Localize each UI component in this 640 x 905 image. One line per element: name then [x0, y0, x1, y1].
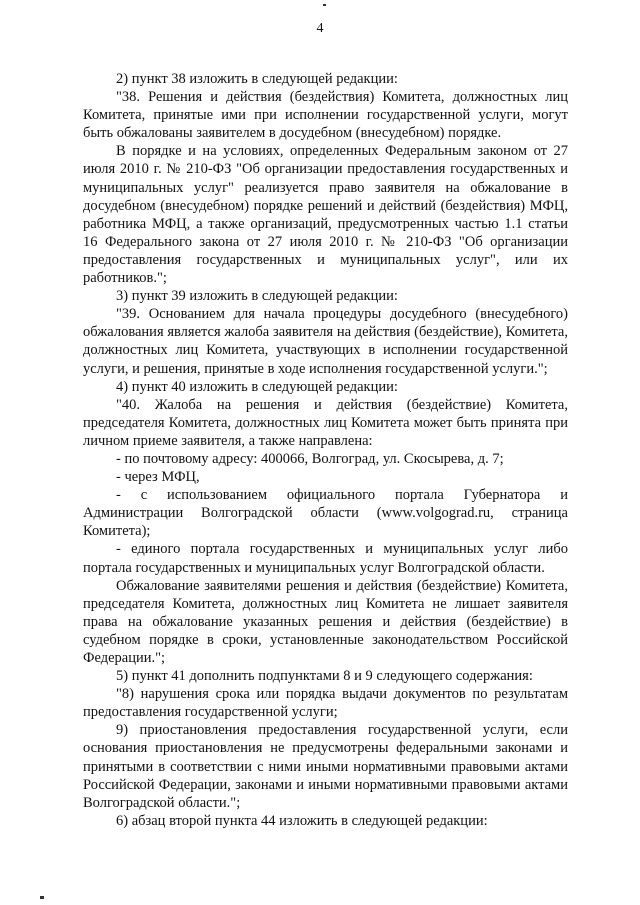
- scan-speck: [40, 896, 44, 899]
- paragraph-subpoint-9: 9) приостановления предоставления государственной услуги, если основания приостановления не предусмотрены федеральными законами и принятыми в соответствии с ними иными нормативными правовыми актами Российской Федерации, законами и иными нормативными правовыми актами Волгоградской области.";: [83, 722, 568, 811]
- list-item-postal-address: - по почтовому адресу: 400066, Волгоград, ул. Скосырева, д. 7;: [116, 450, 504, 467]
- paragraph-appeal-rights: Обжалование заявителями решения и действия (бездействие) Комитета, председателя Комитета, должностных лиц Комитета не лишает заявителя права на обжалование указанных решения и действия (бездействие) в судебном порядке в сроки, установленные законодательством Российской Федерации.";: [83, 577, 568, 666]
- paragraph-item-5: 5) пункт 41 дополнить подпунктами 8 и 9 следующего содержания:: [116, 668, 533, 685]
- list-item-mfc: - через МФЦ,: [116, 469, 200, 486]
- list-item-official-portal: - с использованием официального портала Губернатора и Администрации Волгоградской области (www.volgograd.ru, страница Комитета);: [83, 487, 568, 540]
- paragraph-point-38: "38. Решения и действия (бездействия) Комитета, должностных лиц Комитета, принятые ими при исполнении государственной услуги, могут быть обжалованы заявителем в досудебном (внесудебном) порядке.: [83, 89, 568, 142]
- list-item-unified-portal: - единого портала государственных и муниципальных услуг либо портала государственных и муниципальных услуг Волгоградской области.: [83, 541, 568, 576]
- paragraph-appeal-mfc: В порядке и на условиях, определенных Федеральным законом от 27 июля 2010 г. № 210-ФЗ "Об организации предоставления государственных и муниципальных услуг" реализуется право заявителя на обжалование в досудебном (внесудебном) порядке решений и действий (бездействия) МФЦ, работника МФЦ, а также организаций, предусмотренных частью 1.1 статьи 16 Федерального закона от 27 июля 2010 г. № 210-ФЗ "Об организации предоставления государственных и муниципальных услуг", или их работников.";: [83, 143, 568, 287]
- paragraph-item-2: 2) пункт 38 изложить в следующей редакции:: [116, 71, 398, 87]
- scan-speck: [323, 4, 326, 6]
- paragraph-item-6: 6) абзац второй пункта 44 изложить в следующей редакции:: [116, 812, 488, 829]
- document-body: [83, 70, 568, 830]
- paragraph-item-4: 4) пункт 40 изложить в следующей редакции:: [116, 378, 398, 395]
- page-number: 4: [316, 21, 324, 36]
- paragraph-point-40: "40. Жалоба на решения и действия (бездействие) Комитета, председателя Комитета, должностных лиц Комитета может быть принята при личном приеме заявителя, а также направлена:: [83, 396, 568, 449]
- paragraph-point-39: "39. Основанием для начала процедуры досудебного (внесудебного) обжалования является жалоба заявителя на действия (бездействие), Комитета, должностных лиц Комитета, участвующих в исполнении государственной услуги, и решения, принятые в ходе исполнения государственной услуги.";: [83, 306, 568, 377]
- paragraph-subpoint-8: "8) нарушения срока или порядка выдачи документов по результатам предоставления государственной услуги;: [83, 686, 568, 721]
- paragraph-item-3: 3) пункт 39 изложить в следующей редакции:: [116, 288, 398, 305]
